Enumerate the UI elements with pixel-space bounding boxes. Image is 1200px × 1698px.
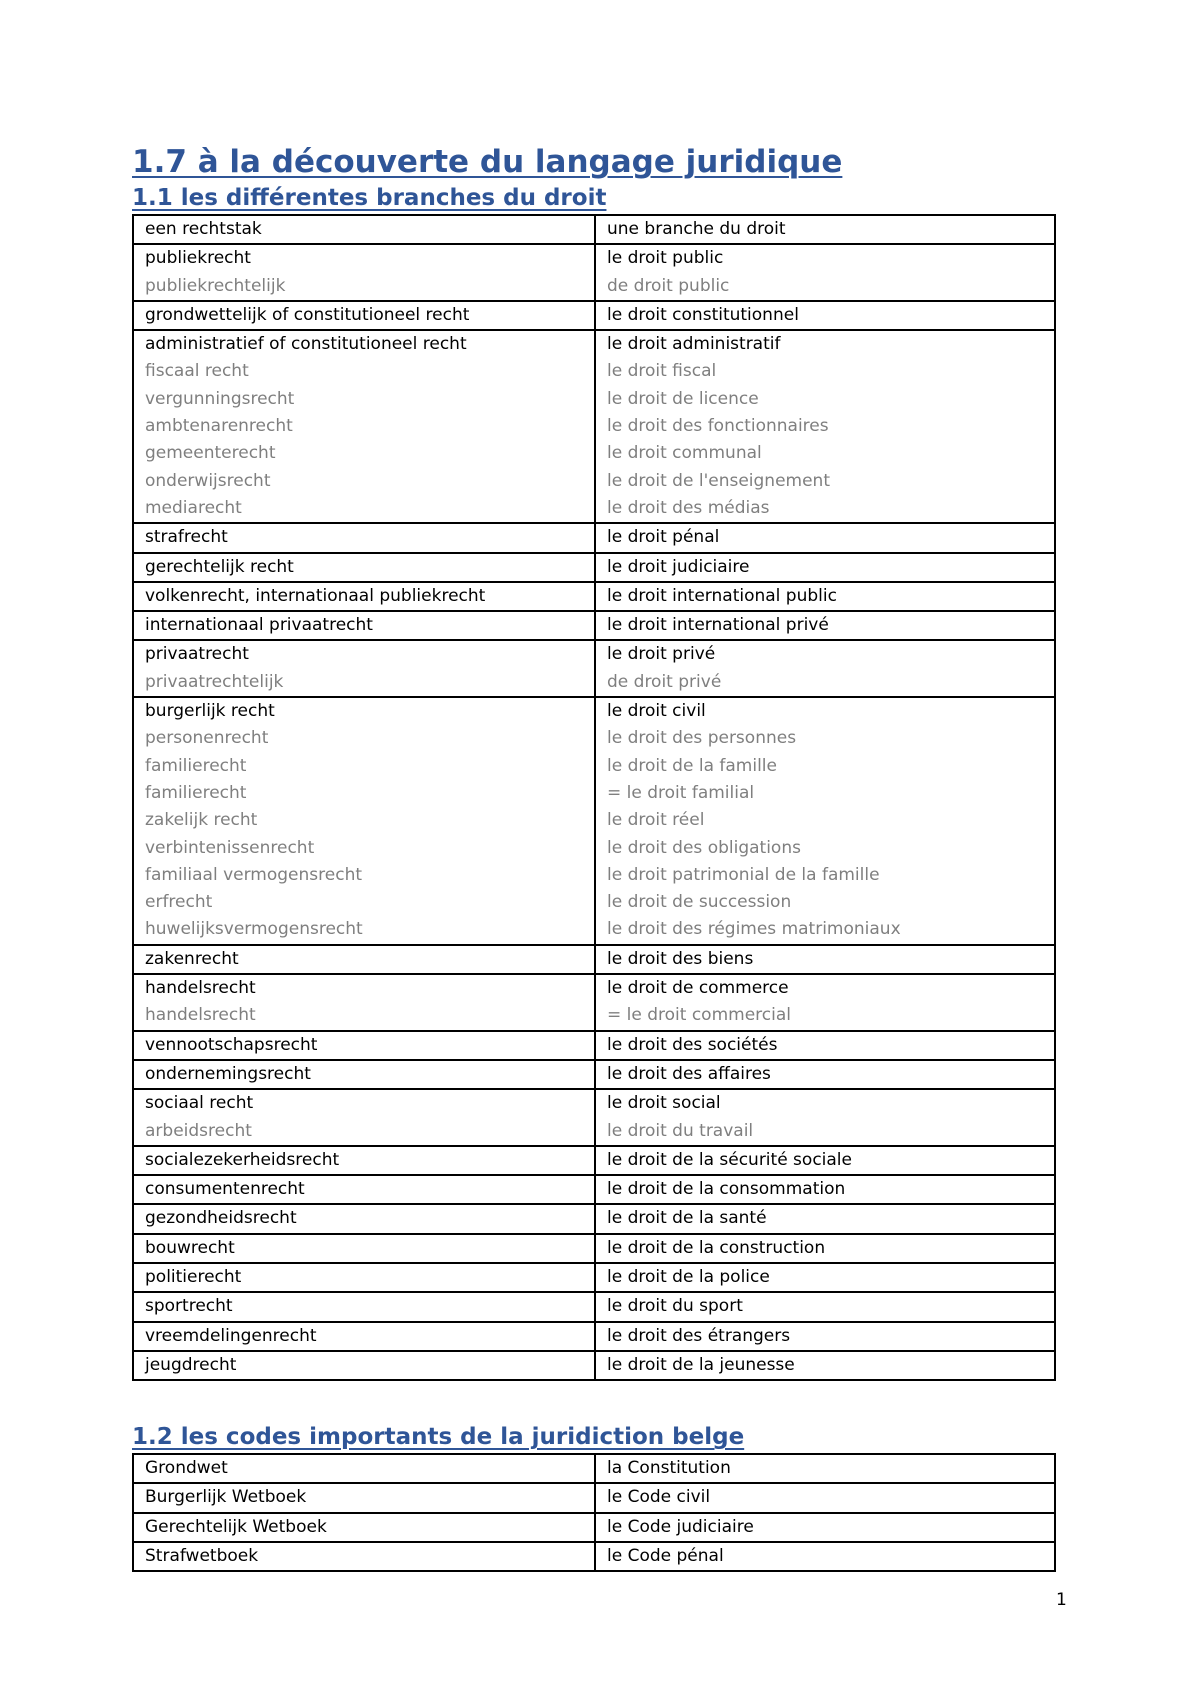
term-main: le droit des sociétés — [607, 1034, 778, 1055]
french-term-cell — [595, 945, 1055, 974]
term-main: vreemdelingenrecht — [145, 1325, 317, 1346]
dutch-term-cell — [133, 1542, 595, 1571]
french-term-cell — [595, 1234, 1055, 1263]
term-subentry: le droit fiscal — [607, 361, 717, 382]
term-main: volkenrecht, internationaal publiekrecht — [145, 585, 486, 606]
term-main: le droit de commerce — [607, 978, 789, 999]
table-row — [133, 553, 1055, 582]
term-main: jeugdrecht — [145, 1354, 237, 1375]
section-heading-2: 1.2 les codes importants de la juridiction belge — [132, 1424, 745, 1451]
dutch-term-cell — [133, 244, 595, 301]
dutch-term-cell — [133, 301, 595, 330]
term-subentry: privaatrechtelijk — [145, 671, 284, 692]
dutch-term-cell — [133, 1322, 595, 1351]
french-term-cell — [595, 1292, 1055, 1321]
dutch-term-cell — [133, 330, 595, 523]
term-main: le Code pénal — [607, 1546, 724, 1567]
term-subentry: personenrecht — [145, 728, 269, 749]
dutch-term-cell — [133, 640, 595, 697]
dutch-term-cell — [133, 1089, 595, 1146]
french-term-cell — [595, 1060, 1055, 1089]
table-row — [133, 1292, 1055, 1321]
french-term-cell — [595, 301, 1055, 330]
term-main: le droit civil — [607, 701, 706, 722]
dutch-term-cell — [133, 1146, 595, 1175]
dutch-term-cell — [133, 582, 595, 611]
french-term-cell — [595, 974, 1055, 1031]
term-main: le droit social — [607, 1093, 721, 1114]
term-subentry: vergunningsrecht — [145, 388, 295, 409]
dutch-term-cell — [133, 1483, 595, 1512]
french-term-cell — [595, 1175, 1055, 1204]
table-row — [133, 1089, 1055, 1146]
term-subentry: le droit des personnes — [607, 728, 797, 749]
french-term-cell — [595, 1031, 1055, 1060]
term-subentry: huwelijksvermogensrecht — [145, 919, 363, 940]
term-main: sociaal recht — [145, 1093, 254, 1114]
term-subentry: le droit des fonctionnaires — [607, 416, 829, 437]
french-term-cell — [595, 1483, 1055, 1512]
term-main: le droit de la construction — [607, 1237, 826, 1258]
table-row — [133, 1146, 1055, 1175]
term-subentry: fiscaal recht — [145, 361, 249, 382]
term-main: le droit de la sécurité sociale — [607, 1149, 852, 1170]
table-row — [133, 1234, 1055, 1263]
french-term-cell — [595, 1322, 1055, 1351]
term-main: vennootschapsrecht — [145, 1034, 318, 1055]
term-main: strafrecht — [145, 527, 228, 548]
table-row — [133, 1351, 1055, 1380]
term-main: le droit des biens — [607, 948, 754, 969]
term-subentry: le droit patrimonial de la famille — [607, 864, 880, 885]
table-row — [133, 1322, 1055, 1351]
table-row — [133, 697, 1055, 945]
term-main: le droit de la santé — [607, 1208, 767, 1229]
glossary-table-codes — [132, 1453, 1056, 1572]
term-subentry: de droit privé — [607, 671, 722, 692]
term-subentry: ambtenarenrecht — [145, 416, 293, 437]
french-term-cell — [595, 1263, 1055, 1292]
table-row — [133, 1483, 1055, 1512]
term-subentry: = le droit familial — [607, 782, 755, 803]
term-subentry: arbeidsrecht — [145, 1120, 252, 1141]
table-row — [133, 640, 1055, 697]
term-subentry: le droit réel — [607, 810, 705, 831]
term-subentry: handelsrecht — [145, 1005, 256, 1026]
dutch-term-cell — [133, 697, 595, 945]
term-subentry: zakelijk recht — [145, 810, 258, 831]
term-subentry: le droit des régimes matrimoniaux — [607, 919, 901, 940]
french-term-cell — [595, 523, 1055, 552]
dutch-term-cell — [133, 1513, 595, 1542]
term-subentry: publiekrechtelijk — [145, 275, 286, 296]
term-subentry: familiaal vermogensrecht — [145, 864, 363, 885]
table-row — [133, 1175, 1055, 1204]
term-main: burgerlijk recht — [145, 701, 275, 722]
dutch-term-cell — [133, 1031, 595, 1060]
dutch-term-cell — [133, 215, 595, 244]
term-main: une branche du droit — [607, 219, 786, 239]
term-main: le droit administratif — [607, 334, 781, 355]
term-main: publiekrecht — [145, 248, 251, 269]
dutch-term-cell — [133, 523, 595, 552]
dutch-term-cell — [133, 974, 595, 1031]
term-main: Gerechtelijk Wetboek — [145, 1516, 327, 1537]
term-main: bouwrecht — [145, 1237, 235, 1258]
term-main: gezondheidsrecht — [145, 1208, 297, 1229]
table-row — [133, 523, 1055, 552]
term-subentry: familierecht — [145, 782, 247, 803]
term-subentry: familierecht — [145, 755, 247, 776]
table-row — [133, 1204, 1055, 1233]
term-main: le Code judiciaire — [607, 1516, 754, 1537]
french-term-cell — [595, 1089, 1055, 1146]
term-subentry: le droit de succession — [607, 892, 792, 913]
term-main: le droit judiciaire — [607, 556, 750, 577]
term-subentry: le droit de licence — [607, 388, 759, 409]
french-term-cell — [595, 697, 1055, 945]
term-subentry: de droit public — [607, 275, 730, 296]
table-row — [133, 611, 1055, 640]
table-row — [133, 945, 1055, 974]
term-subentry: onderwijsrecht — [145, 470, 271, 491]
term-main: consumentenrecht — [145, 1179, 305, 1200]
term-subentry: le droit de l'enseignement — [607, 470, 830, 491]
term-main: gerechtelijk recht — [145, 556, 294, 577]
term-main: internationaal privaatrecht — [145, 615, 373, 636]
term-main: le Code civil — [607, 1487, 711, 1508]
term-main: le droit des affaires — [607, 1063, 771, 1084]
dutch-term-cell — [133, 1060, 595, 1089]
dutch-term-cell — [133, 1351, 595, 1380]
term-main: le droit du sport — [607, 1296, 743, 1317]
term-subentry: mediarecht — [145, 497, 242, 518]
table-row — [133, 1060, 1055, 1089]
document-page — [132, 142, 1056, 1572]
dutch-term-cell — [133, 611, 595, 640]
term-main: socialezekerheidsrecht — [145, 1149, 340, 1170]
dutch-term-cell — [133, 1292, 595, 1321]
french-term-cell — [595, 1351, 1055, 1380]
french-term-cell — [595, 215, 1055, 244]
french-term-cell — [595, 1513, 1055, 1542]
term-main: le droit international privé — [607, 615, 829, 636]
dutch-term-cell — [133, 1204, 595, 1233]
table-row — [133, 1454, 1055, 1483]
document-title: 1.7 à la découverte du langage juridique — [132, 144, 843, 180]
term-main: privaatrecht — [145, 644, 249, 665]
french-term-cell — [595, 244, 1055, 301]
term-subentry: le droit du travail — [607, 1120, 754, 1141]
table-row — [133, 1542, 1055, 1571]
term-main: le droit privé — [607, 644, 716, 665]
dutch-term-cell — [133, 1234, 595, 1263]
term-main: administratief of constitutioneel recht — [145, 334, 467, 355]
french-term-cell — [595, 553, 1055, 582]
table-row — [133, 215, 1055, 244]
french-term-cell — [595, 582, 1055, 611]
term-main: le droit de la police — [607, 1266, 770, 1287]
dutch-term-cell — [133, 945, 595, 974]
french-term-cell — [595, 330, 1055, 523]
french-term-cell — [595, 1542, 1055, 1571]
section-heading-1: 1.1 les différentes branches du droit — [132, 185, 607, 211]
term-main: zakenrecht — [145, 948, 239, 969]
term-main: le droit de la jeunesse — [607, 1354, 795, 1375]
table-row — [133, 330, 1055, 523]
term-main: grondwettelijk of constitutioneel recht — [145, 304, 470, 325]
term-subentry: erfrecht — [145, 892, 213, 913]
french-term-cell — [595, 1146, 1055, 1175]
term-subentry: gemeenterecht — [145, 443, 276, 464]
term-subentry: le droit de la famille — [607, 755, 777, 776]
term-subentry: le droit communal — [607, 443, 762, 464]
term-main: le droit public — [607, 248, 724, 269]
term-main: le droit constitutionnel — [607, 304, 799, 325]
term-main: la Constitution — [607, 1458, 731, 1479]
french-term-cell — [595, 1454, 1055, 1483]
french-term-cell — [595, 640, 1055, 697]
table-row — [133, 582, 1055, 611]
dutch-term-cell — [133, 553, 595, 582]
term-main: Grondwet — [145, 1458, 228, 1479]
term-main: le droit international public — [607, 585, 837, 606]
french-term-cell — [595, 611, 1055, 640]
glossary-table-branches — [132, 214, 1056, 1381]
term-subentry: = le droit commercial — [607, 1005, 791, 1026]
french-term-cell — [595, 1204, 1055, 1233]
term-main: le droit pénal — [607, 527, 720, 548]
table-row — [133, 974, 1055, 1031]
dutch-term-cell — [133, 1454, 595, 1483]
term-subentry: le droit des médias — [607, 497, 770, 518]
term-main: Burgerlijk Wetboek — [145, 1487, 307, 1508]
term-main: ondernemingsrecht — [145, 1063, 311, 1084]
term-main: politierecht — [145, 1266, 242, 1287]
page-number: 1 — [1056, 1590, 1067, 1610]
term-main: sportrecht — [145, 1296, 233, 1317]
dutch-term-cell — [133, 1263, 595, 1292]
table-row — [133, 1031, 1055, 1060]
term-subentry: verbintenissenrecht — [145, 837, 315, 858]
term-main: een rechtstak — [145, 219, 262, 239]
term-main: handelsrecht — [145, 978, 256, 999]
table-row — [133, 301, 1055, 330]
term-subentry: le droit des obligations — [607, 837, 801, 858]
dutch-term-cell — [133, 1175, 595, 1204]
table-row — [133, 1513, 1055, 1542]
term-main: le droit de la consommation — [607, 1179, 846, 1200]
table-row — [133, 1263, 1055, 1292]
term-main: le droit des étrangers — [607, 1325, 791, 1346]
table-row — [133, 244, 1055, 301]
term-main: Strafwetboek — [145, 1546, 259, 1567]
